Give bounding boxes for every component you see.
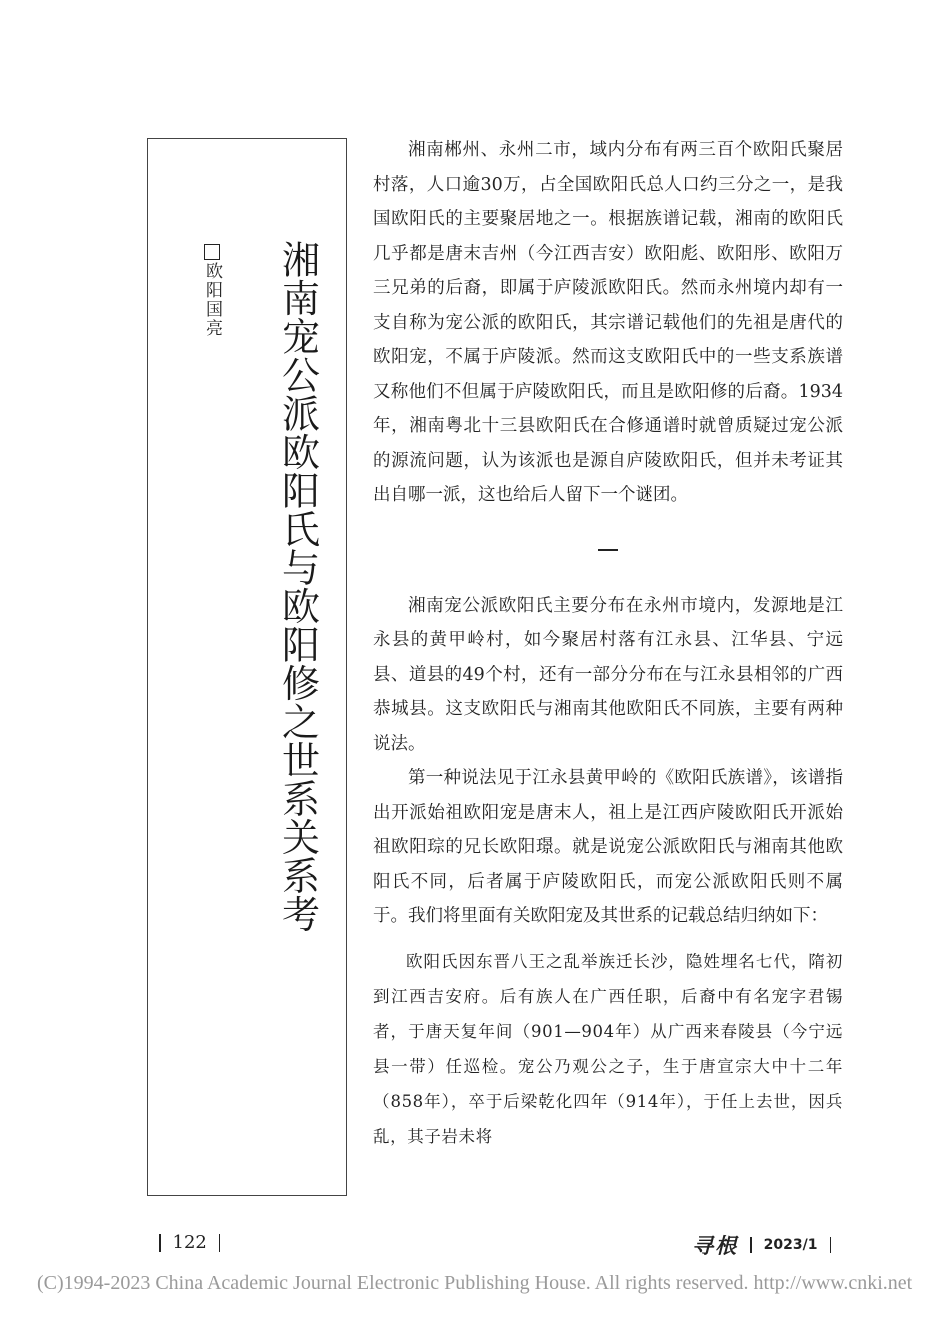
article-body: [373, 133, 843, 1154]
issue-number: 2023/1: [763, 1237, 818, 1253]
divider: [750, 1237, 752, 1253]
copyright-notice: (C)1994-2023 China Academic Journal Electronic Publishing House. All rights reserved. http://www.cnki.net: [37, 1272, 913, 1294]
section-number-one: [598, 549, 618, 551]
section-heading: [373, 533, 843, 567]
author-marker-icon: [204, 244, 220, 260]
intro-paragraph: 湘南郴州、永州二市，域内分布有两三百个欧阳氏聚居村落，人口逾30万，占全国欧阳氏总人口约三分之一，是我国欧阳氏的主要聚居地之一。根据族谱记载，湘南的欧阳氏几乎都是唐末吉州（今江西吉安）欧阳彪、欧阳彤、欧阳万三兄弟的后裔，即属于庐陵派欧阳氏。然而永州境内却有一支自称为宠公派的欧阳氏，其宗谱记载他们的先祖是唐代的欧阳宠，不属于庐陵派。然而这支欧阳氏中的一些支系族谱又称他们不但属于庐陵欧阳氏，而且是欧阳修的后裔。1934年，湘南粤北十三县欧阳氏在合修通谱时就曾质疑过宠公派的源流问题，认为该派也是源自庐陵欧阳氏，但并未考证其出自哪一派，这也给后人留下一个谜团。: [373, 140, 843, 505]
divider: [830, 1237, 832, 1253]
journal-footer: [692, 1230, 843, 1260]
journal-name: 寻根: [692, 1233, 739, 1258]
divider: [219, 1234, 221, 1252]
body-paragraph: 湘南宠公派欧阳氏主要分布在永州市境内，发源地是江永县的黄甲岭村，如今聚居村落有江永县、江华县、宁远县、道县的49个村，还有一部分分布在与江永县相邻的广西恭城县。这支欧阳氏与湘南其他欧阳氏不同族，主要有两种说法。: [373, 595, 843, 754]
body-paragraph: 第一种说法见于江永县黄甲岭的《欧阳氏族谱》，该谱指出开派始祖欧阳宠是唐末人，祖上是江西庐陵欧阳氏开派始祖欧阳琮的兄长欧阳璟。就是说宠公派欧阳氏与湘南其他欧阳氏不同，后者属于庐陵欧阳氏，而宠公派欧阳氏则不属于。我们将里面有关欧阳宠及其世系的记载总结归纳如下：: [373, 768, 843, 926]
block-quote: [373, 944, 843, 1154]
author-name: 欧阳国亮: [202, 262, 222, 338]
page-number-footer: [147, 1232, 232, 1253]
article-title: 湘南宠公派欧阳氏与欧阳修之世系关系考: [275, 240, 320, 933]
author-byline: [199, 244, 225, 338]
divider: [159, 1234, 161, 1252]
quote-text: 欧阳氏因东晋八王之乱举族迁长沙，隐姓埋名七代，隋初到江西吉安府。后有族人在广西任职，后裔中有名宠字君锡者，于唐天复年间（901—904年）从广西来春陵县（今宁远县一带）任巡检。宠公乃观公之子，生于唐宣宗大中十二年（858年），卒于后梁乾化四年（914年），于任上去世，因兵乱，其子岩未将: [373, 951, 843, 1146]
page-number: 122: [172, 1232, 207, 1253]
